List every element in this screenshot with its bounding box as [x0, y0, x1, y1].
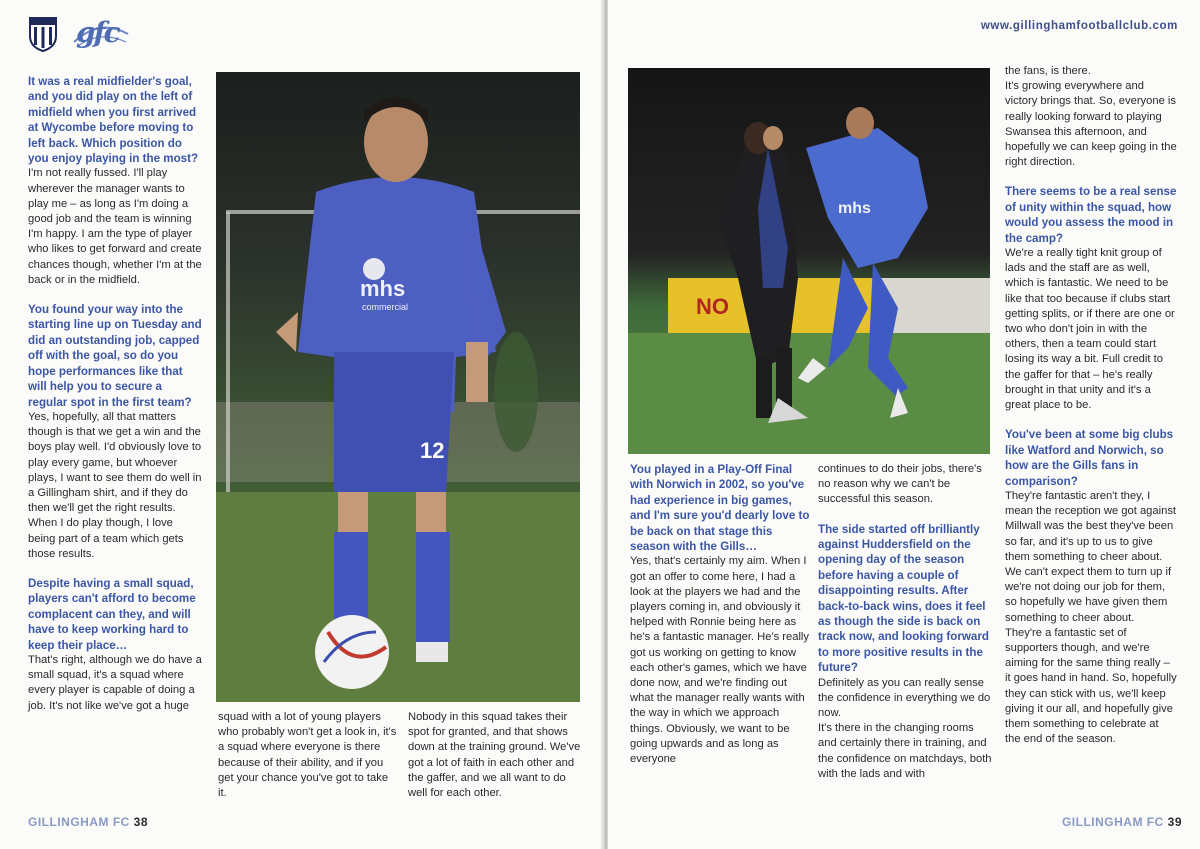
interview-answer: Definitely as you can really sense the confidence in everything we do now.	[818, 676, 991, 720]
player-photo	[216, 72, 580, 702]
interview-answer: That's right, although we do have a small squad, it's a squad where every player is capable of doing a job. It's not like we've got a huge	[28, 653, 202, 712]
footer-club-name: GILLINGHAM FC	[1061, 815, 1164, 829]
shorts-number: 12	[420, 438, 445, 463]
website-url: www.gillinghamfootballclub.com	[980, 20, 1178, 32]
interview-answer: It's growing everywhere and victory brings that. So, everyone is really looking forward to playing Swansea this afternoon, and hopefully we can keep going in the right direction.	[1005, 80, 1177, 169]
photo-sponsor-subtext: commercial	[362, 302, 409, 312]
interview-question: Despite having a small squad, players can't afford to become complacent can they, and will have to keep working hard to keep their place…	[28, 576, 196, 652]
left-column-2-text: squad with a lot of young players who probably won't get a look in, it's a squad where everyone is there because of their ability, and if you get your chance you've got to take it.	[218, 711, 397, 800]
interview-question: You found your way into the starting line up on Tuesday and did an outstanding job, capped off with the goal, so do you hope performances like that will help you to secure a regular spot in the first team?	[28, 303, 202, 409]
interview-question: You played in a Play-Off Final with Norwich in 2002, so you've had experience in big games, and I'm sure you'd dearly love to be back on that stage this season with the Gills…	[630, 463, 810, 554]
interview-answer: the fans, is there.	[1005, 65, 1091, 77]
interview-answer: Yes, that's certainly my aim. When I got an offer to come here, I had a look at the players we had and the players coming in, and obviously it helped with Ronnie being here as he's a fantastic manager. He's really got us working on getting to know each other's games, which we have done now, and we're finding out what the manager really wants with the way in which we approach things. Obviously, we want to be going upwards and as long as everyone	[630, 555, 810, 766]
footer-club-name: GILLINGHAM FC	[28, 815, 130, 829]
interview-question: There seems to be a real sense of unity within the squad, how would you assess the mood in the camp?	[1005, 185, 1177, 245]
interview-answer: continues to do their jobs, there's no reason why we can't be successful this season.	[818, 463, 982, 506]
left-column-1	[28, 74, 203, 714]
left-footer	[28, 815, 148, 829]
right-column-2	[818, 462, 993, 782]
left-column-3	[408, 710, 583, 801]
interview-question: The side started off brilliantly against Huddersfield on the opening day of the season before having a couple of disappointing results. After back-to-back wins, does it feel as though the side is back on track now, and looking forward to more positive results in the future?	[818, 522, 989, 675]
left-column-3-text: Nobody in this squad takes their spot for granted, and that shows down at the training ground. We've got a lot of faith in each other and the gaffer, and we all want to do well for each other.	[408, 711, 581, 800]
right-column-3	[1005, 64, 1177, 747]
interview-answer: We're a really tight knit group of lads and the staff are as well, which is fantastic. We need to be like that too because if clubs start getting splits, or if there are one or two who don't join in with the others, then a team could start losing its way a bit. Full credit to the gaffer for that – he's really brought in that unity and it's a great place to be.	[1005, 247, 1175, 412]
interview-question: It was a real midfielder's goal, and you did play on the left of midfield when you first arrived at Wycombe before moving to left back. Which position do you enjoy playing in the most?	[28, 75, 199, 166]
interview-question: You've been at some big clubs like Watford and Norwich, so how are the Gills fans in comparison?	[1005, 428, 1174, 488]
interview-answer: Yes, hopefully, all that matters though is that we get a win and the boys play well. I'd obviously love to play every game, but whoever plays, I want to see them do well in a Gillingham shirt, and if they do then we'll get the right results. When I do play though, I love being part of a team which gets those results.	[28, 410, 202, 560]
page-number: 39	[1167, 815, 1182, 829]
right-column-1	[630, 462, 810, 767]
interview-answer: It's there in the changing rooms and certainly there in training, and the confidence on matchdays, both with the lads and with	[818, 722, 992, 780]
board-text: NO	[696, 294, 729, 319]
interview-answer: They're a fantastic set of supporters though, and we're aiming for the same thing really – it goes hand in hand. So, hopefully they can stick with us, we'll keep giving it our all, and hopefully give them something to celebrate at the end of the season.	[1005, 626, 1177, 746]
left-column-2	[218, 710, 398, 801]
right-footer	[1062, 815, 1182, 829]
page-number: 38	[133, 815, 149, 829]
interview-answer: They're fantastic aren't they, I mean the reception we got against Millwall was the best they've been so far, and it's up to us to give them something to cheer about. We can't expect them to turn up if we're not doing our job for them, so hopefully we have given them something to cheer about.	[1005, 489, 1177, 624]
right-page	[608, 0, 1200, 849]
photo-sponsor-text: mhs	[360, 276, 406, 301]
interview-answer: I'm not really fussed. I'll play wherever the manager wants to play me – as long as I'm doing a good job and the team is winning I'm happy. I am the type of player who likes to get forward and create chances though, whether I'm at the back or in the midfield.	[28, 167, 202, 286]
shirt-sponsor-text: mhs	[838, 200, 871, 217]
club-crest-icon	[28, 16, 58, 52]
match-action-photo	[628, 68, 990, 454]
gfc-logo-text: gfc	[76, 16, 119, 49]
gfc-logo	[70, 12, 132, 56]
